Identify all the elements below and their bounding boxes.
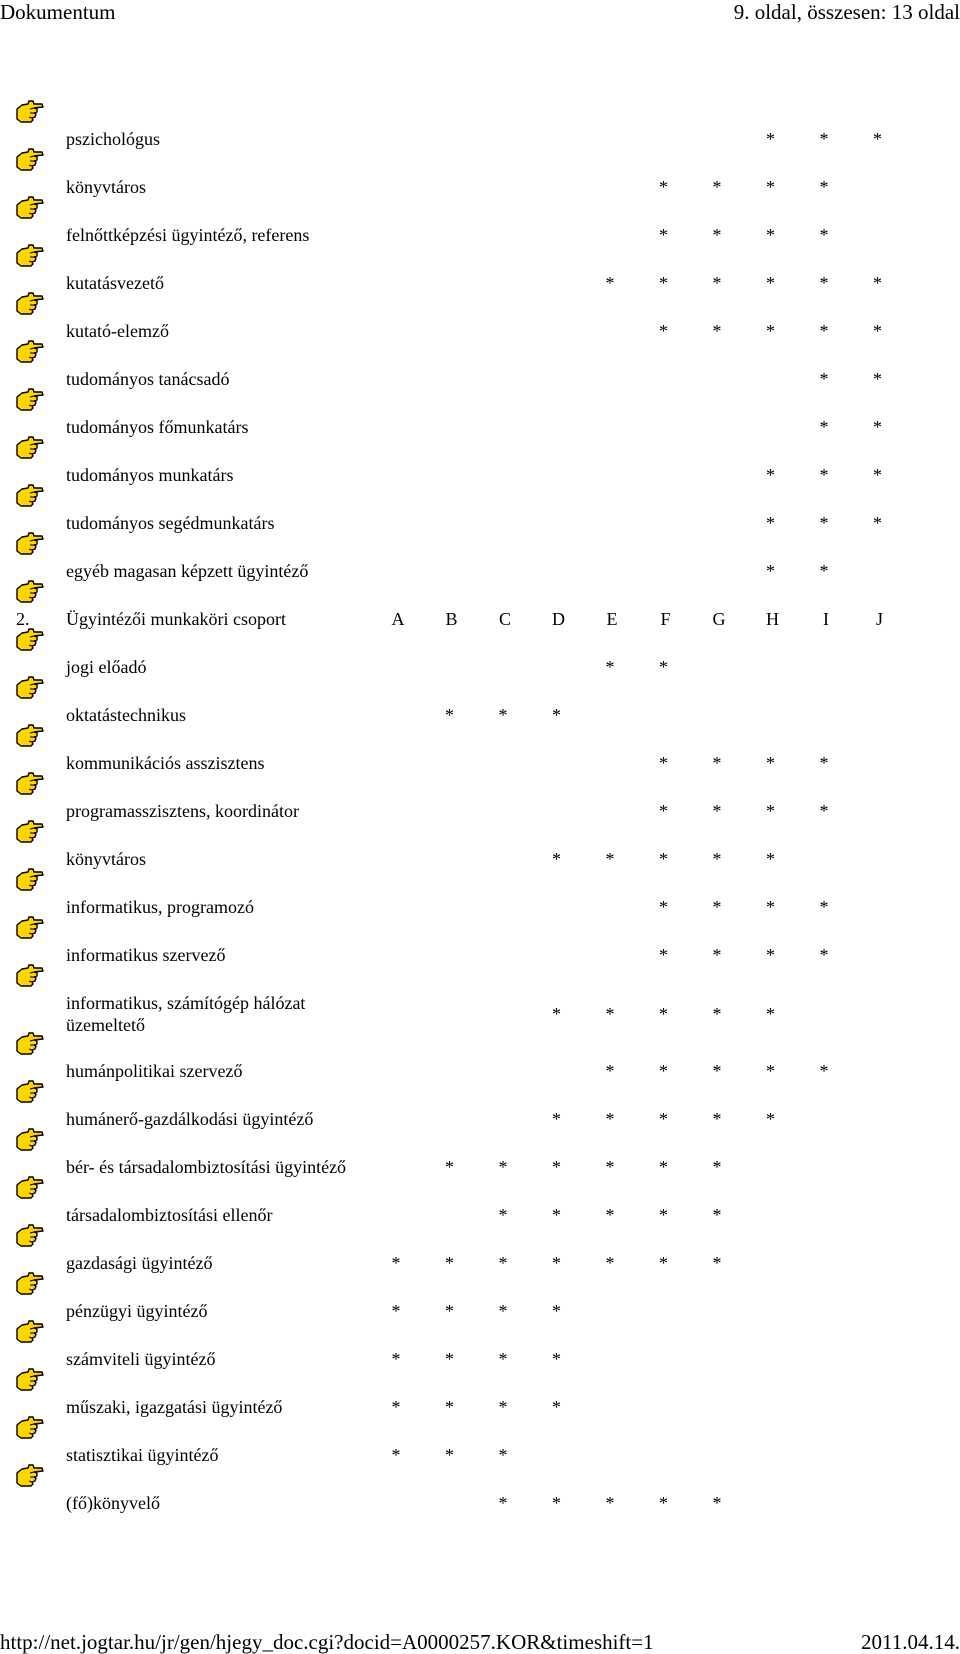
pointing-hand-icon[interactable] (14, 1080, 44, 1104)
mark-c: * (498, 1301, 508, 1321)
mark-d: * (552, 1349, 561, 1369)
mark-d: * (552, 705, 561, 725)
mark-e: * (605, 849, 615, 869)
mark-g: * (712, 177, 722, 197)
pointing-hand-icon[interactable] (14, 676, 44, 700)
pointing-hand-icon[interactable] (14, 1272, 44, 1296)
mark-f: * (659, 1109, 668, 1129)
mark-f: * (659, 1061, 668, 1081)
mark-f: * (659, 657, 668, 677)
pointing-hand-icon[interactable] (14, 484, 44, 508)
mark-e: * (605, 1253, 615, 1273)
mark-c: * (498, 1157, 508, 1177)
mark-h: * (766, 225, 775, 245)
mark-f: * (659, 849, 668, 869)
mark-i: * (819, 561, 829, 581)
mark-b: * (445, 1445, 454, 1465)
mark-f: * (659, 321, 668, 341)
mark-i: * (819, 129, 829, 149)
mark-f: * (659, 1493, 668, 1513)
mark-f: * (659, 177, 668, 197)
mark-c: * (498, 1397, 508, 1417)
mark-h: * (766, 561, 775, 581)
mark-g: * (712, 1109, 722, 1129)
row-label: jogi előadó (66, 657, 147, 677)
row-label: kommunikációs asszisztens (66, 753, 265, 773)
mark-g: * (712, 1061, 722, 1081)
mark-e: * (605, 273, 615, 293)
pointing-hand-icon[interactable] (14, 724, 44, 748)
mark-h: * (766, 465, 775, 485)
mark-g: * (712, 753, 722, 773)
row-label: kutató-elemző (66, 321, 169, 341)
source-url[interactable]: http://net.jogtar.hu/jr/gen/hjegy_doc.cgi?docid=A0000257.KOR&timeshift=1 (0, 1630, 654, 1654)
mark-i: * (819, 465, 829, 485)
row-label: programasszisztens, koordinátor (66, 801, 299, 821)
mark-d: * (552, 1493, 561, 1513)
mark-h: * (766, 801, 775, 821)
mark-i: * (819, 801, 829, 821)
mark-a: * (391, 1349, 401, 1369)
row-label: informatikus szervező (66, 945, 226, 965)
mark-g: * (712, 801, 722, 821)
row-label: kutatásvezető (66, 273, 164, 293)
mark-d: * (552, 1109, 561, 1129)
row-label: oktatástechnikus (66, 705, 186, 725)
mark-i: * (819, 321, 829, 341)
row-label: pszichológus (66, 129, 160, 149)
pointing-hand-icon[interactable] (14, 1128, 44, 1152)
mark-g: * (712, 1004, 722, 1024)
row-label: felnőttképzési ügyintéző, referens (66, 225, 310, 245)
row-label: humánpolitikai szervező (66, 1061, 243, 1081)
document-title: Dokumentum (0, 0, 116, 24)
row-label: bér- és társadalombiztosítási ügyintéző (66, 1157, 347, 1177)
pointing-hand-icon[interactable] (14, 820, 44, 844)
row-label: humánerő-gazdálkodási ügyintéző (66, 1109, 314, 1129)
mark-g: * (712, 945, 722, 965)
mark-g: * (712, 1253, 722, 1273)
column-header-g: G (712, 609, 726, 629)
column-header-c: C (498, 609, 511, 629)
row-label: tudományos segédmunkatárs (66, 513, 275, 533)
row-label: gazdasági ügyintéző (66, 1253, 213, 1273)
pointing-hand-icon[interactable] (14, 1176, 44, 1200)
mark-f: * (659, 1253, 668, 1273)
mark-f: * (659, 225, 668, 245)
mark-e: * (605, 657, 615, 677)
mark-d: * (552, 1253, 561, 1273)
column-header-f: F (660, 609, 671, 629)
row-label: műszaki, igazgatási ügyintéző (66, 1397, 283, 1417)
mark-h: * (766, 321, 775, 341)
mark-c: * (498, 1493, 508, 1513)
mark-f: * (659, 1205, 668, 1225)
row-label: tudományos főmunkatárs (66, 417, 249, 437)
mark-i: * (819, 225, 829, 245)
row-label: informatikus, számítógép hálózat üzemeltető (66, 993, 306, 1035)
mark-h: * (766, 1061, 775, 1081)
mark-c: * (498, 1349, 508, 1369)
mark-b: * (445, 1397, 454, 1417)
row-label: társadalombiztosítási ellenőr (66, 1205, 273, 1225)
pointing-hand-icon[interactable] (14, 628, 44, 652)
mark-c: * (498, 705, 508, 725)
mark-c: * (498, 1205, 508, 1225)
pointing-hand-icon[interactable] (14, 340, 44, 364)
mark-j: * (873, 369, 882, 389)
mark-h: * (766, 513, 775, 533)
row-label: könyvtáros (66, 177, 146, 197)
page-indicator: 9. oldal, összesen: 13 oldal (733, 0, 960, 24)
print-date: 2011.04.14. (861, 1630, 960, 1654)
pointing-hand-icon[interactable] (14, 388, 44, 412)
row-label: számviteli ügyintéző (66, 1349, 216, 1369)
mark-g: * (712, 897, 722, 917)
section-title: Ügyintézői munkaköri csoport (66, 609, 286, 629)
mark-f: * (659, 801, 668, 821)
mark-i: * (819, 1061, 829, 1081)
pointing-hand-icon[interactable] (14, 100, 44, 124)
mark-j: * (873, 129, 882, 149)
pointing-hand-icon[interactable] (14, 292, 44, 316)
pointing-hand-icon[interactable] (14, 1416, 44, 1440)
mark-d: * (552, 1157, 561, 1177)
mark-b: * (445, 1253, 454, 1273)
mark-f: * (659, 897, 668, 917)
mark-j: * (873, 273, 882, 293)
mark-h: * (766, 945, 775, 965)
mark-f: * (659, 1157, 668, 1177)
column-header-a: A (391, 609, 405, 629)
mark-j: * (873, 321, 882, 341)
mark-c: * (498, 1253, 508, 1273)
mark-b: * (445, 1301, 454, 1321)
mark-e: * (605, 1493, 615, 1513)
mark-a: * (391, 1253, 401, 1273)
mark-e: * (605, 1004, 615, 1024)
mark-g: * (712, 273, 722, 293)
mark-c: * (498, 1445, 508, 1465)
column-header-e: E (606, 609, 618, 629)
mark-h: * (766, 1109, 775, 1129)
mark-d: * (552, 1301, 561, 1321)
pointing-hand-icon[interactable] (14, 436, 44, 460)
mark-h: * (766, 753, 775, 773)
pointing-hand-icon[interactable] (14, 772, 44, 796)
column-header-i: I (823, 609, 829, 629)
mark-g: * (712, 849, 722, 869)
mark-b: * (445, 705, 454, 725)
mark-f: * (659, 753, 668, 773)
mark-h: * (766, 129, 775, 149)
mark-i: * (819, 945, 829, 965)
mark-h: * (766, 1004, 775, 1024)
row-label: egyéb magasan képzett ügyintéző (66, 561, 309, 581)
mark-f: * (659, 273, 668, 293)
column-header-b: B (445, 609, 458, 629)
row-label: tudományos munkatárs (66, 465, 234, 485)
row-label: pénzügyi ügyintéző (66, 1301, 208, 1321)
mark-g: * (712, 321, 722, 341)
mark-e: * (605, 1205, 615, 1225)
mark-i: * (819, 369, 829, 389)
row-label: könyvtáros (66, 849, 146, 869)
pointing-hand-icon[interactable] (14, 148, 44, 172)
mark-j: * (873, 417, 882, 437)
mark-i: * (819, 513, 829, 533)
mark-f: * (659, 945, 668, 965)
mark-h: * (766, 849, 775, 869)
pointing-hand-icon[interactable] (14, 196, 44, 220)
mark-g: * (712, 1493, 722, 1513)
row-label: tudományos tanácsadó (66, 369, 230, 389)
pointing-hand-icon[interactable] (14, 244, 44, 268)
pointing-hand-icon[interactable] (14, 916, 44, 940)
mark-i: * (819, 897, 829, 917)
row-label: (fő)könyvelő (66, 1493, 160, 1513)
mark-i: * (819, 177, 829, 197)
section-number: 2. (16, 609, 30, 629)
mark-e: * (605, 1061, 615, 1081)
mark-j: * (873, 465, 882, 485)
mark-j: * (873, 513, 882, 533)
pointing-hand-icon[interactable] (14, 532, 44, 556)
pointing-hand-icon[interactable] (14, 1320, 44, 1344)
row-label: statisztikai ügyintéző (66, 1445, 219, 1465)
mark-d: * (552, 1004, 561, 1024)
mark-h: * (766, 273, 775, 293)
mark-b: * (445, 1349, 454, 1369)
mark-e: * (605, 1157, 615, 1177)
column-header-h: H (766, 609, 779, 629)
mark-a: * (391, 1445, 401, 1465)
mark-g: * (712, 1157, 722, 1177)
mark-d: * (552, 1205, 561, 1225)
pointing-hand-icon[interactable] (14, 580, 44, 604)
mark-e: * (605, 1109, 615, 1129)
pointing-hand-icon[interactable] (14, 1032, 44, 1056)
pointing-hand-icon[interactable] (14, 964, 44, 988)
pointing-hand-icon[interactable] (14, 1368, 44, 1392)
column-header-d: D (552, 609, 565, 629)
mark-d: * (552, 1397, 561, 1417)
mark-a: * (391, 1301, 401, 1321)
mark-i: * (819, 273, 829, 293)
mark-g: * (712, 1205, 722, 1225)
mark-i: * (819, 417, 829, 437)
mark-b: * (445, 1157, 454, 1177)
pointing-hand-icon[interactable] (14, 1224, 44, 1248)
mark-f: * (659, 1004, 668, 1024)
mark-h: * (766, 177, 775, 197)
mark-d: * (552, 849, 561, 869)
mark-i: * (819, 753, 829, 773)
column-header-j: J (875, 609, 883, 629)
row-label: informatikus, programozó (66, 897, 254, 917)
mark-h: * (766, 897, 775, 917)
pointing-hand-icon[interactable] (14, 1464, 44, 1488)
mark-g: * (712, 225, 722, 245)
mark-a: * (391, 1397, 401, 1417)
pointing-hand-icon[interactable] (14, 868, 44, 892)
